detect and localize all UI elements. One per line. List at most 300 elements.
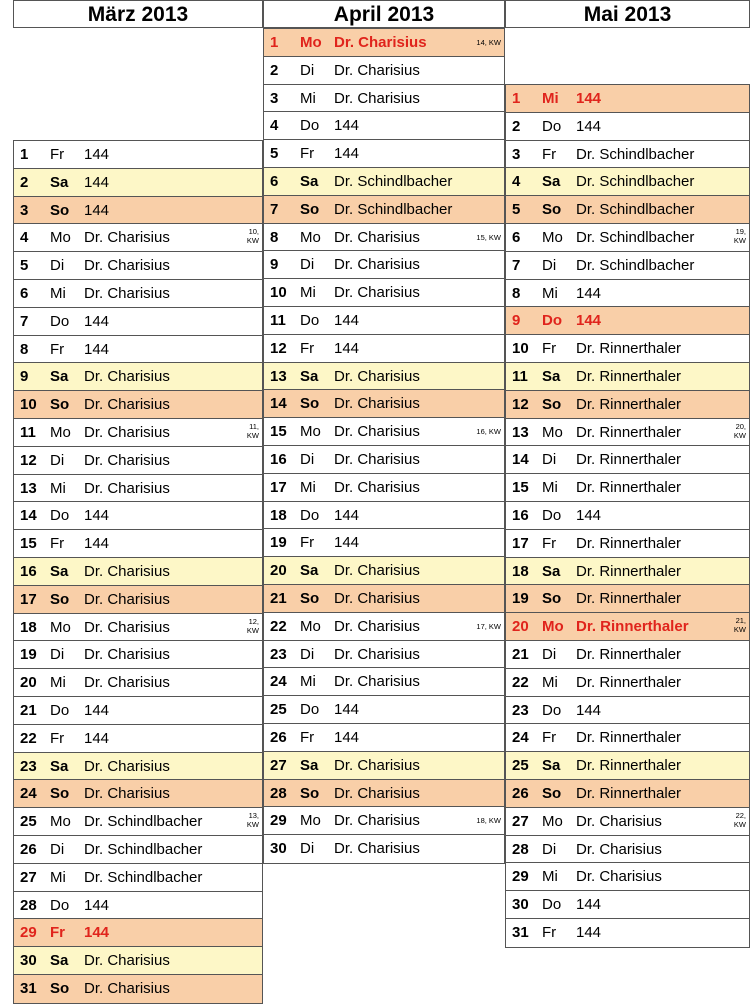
- header-maerz: März 2013: [13, 0, 263, 28]
- day-number: 25: [270, 701, 287, 719]
- day-number: 2: [270, 61, 279, 79]
- on-duty-name: Dr. Charisius: [84, 952, 170, 970]
- calendar-week-label: 16, KW: [476, 427, 501, 437]
- weekday: Mo: [300, 423, 321, 441]
- day-row: [264, 196, 504, 224]
- on-duty-name: Dr. Schindlbacher: [84, 813, 203, 831]
- day-number: 4: [20, 229, 29, 247]
- day-number: 9: [270, 256, 279, 274]
- day-row: [14, 947, 262, 975]
- weekday: Mi: [300, 89, 316, 107]
- on-duty-name: Dr. Rinnerthaler: [576, 367, 682, 385]
- weekday: Di: [300, 840, 315, 858]
- day-number: 30: [270, 840, 287, 858]
- day-row: [264, 168, 504, 196]
- on-duty-name: Dr. Charisius: [334, 562, 420, 580]
- header-mai: Mai 2013: [505, 0, 750, 28]
- day-row: [14, 308, 262, 336]
- on-duty-name: Dr. Charisius: [334, 89, 420, 107]
- on-duty-name: Dr. Charisius: [334, 284, 420, 302]
- weekday: Mi: [50, 479, 66, 497]
- weekday: Mi: [300, 478, 316, 496]
- day-number: 10: [270, 284, 287, 302]
- on-duty-name: Dr. Charisius: [84, 646, 170, 664]
- on-duty-name: Dr. Rinnerthaler: [576, 395, 682, 413]
- weekday: Mo: [542, 423, 563, 441]
- day-number: 16: [20, 562, 37, 580]
- weekday: Do: [50, 507, 70, 525]
- day-row: [264, 474, 504, 502]
- on-duty-name: 144: [576, 90, 602, 107]
- day-number: 4: [512, 173, 521, 191]
- day-number: 1: [270, 34, 279, 51]
- weekday: Mi: [300, 673, 316, 691]
- day-row: [506, 780, 749, 808]
- day-row: [14, 363, 262, 391]
- weekday: Do: [50, 312, 70, 330]
- on-duty-name: 144: [84, 340, 110, 358]
- day-number: 28: [512, 840, 529, 858]
- on-duty-name: Dr. Schindlbacher: [576, 228, 695, 246]
- day-number: 23: [20, 757, 37, 775]
- on-duty-name: Dr. Schindlbacher: [576, 145, 695, 163]
- weekday: Mo: [300, 228, 321, 246]
- weekday: Di: [50, 257, 65, 275]
- day-number: 24: [270, 673, 287, 691]
- day-row: [264, 613, 504, 641]
- on-duty-name: Dr. Charisius: [84, 618, 170, 636]
- weekday: Mo: [542, 228, 563, 246]
- on-duty-name: Dr. Charisius: [334, 367, 420, 385]
- day-row: [506, 168, 749, 196]
- weekday: Fr: [50, 146, 65, 163]
- day-number: 27: [20, 868, 37, 886]
- day-number: 3: [20, 201, 29, 219]
- weekday: Di: [542, 645, 557, 663]
- weekday: Do: [50, 896, 70, 914]
- day-number: 22: [270, 617, 287, 635]
- day-number: 20: [270, 562, 287, 580]
- on-duty-name: Dr. Rinnerthaler: [576, 479, 682, 497]
- day-row: [14, 475, 262, 503]
- weekday: Mo: [300, 617, 321, 635]
- day-row: [506, 808, 749, 836]
- on-duty-name: 144: [334, 145, 360, 163]
- on-duty-name: 144: [576, 506, 602, 524]
- weekday: So: [300, 589, 320, 607]
- day-row: [14, 669, 262, 697]
- day-row: [264, 112, 504, 140]
- on-duty-name: 144: [84, 701, 110, 719]
- day-row: [264, 585, 504, 613]
- weekday: Sa: [300, 172, 319, 190]
- day-number: 19: [20, 646, 37, 664]
- day-row: [14, 725, 262, 753]
- weekday: So: [50, 396, 70, 414]
- day-row: [264, 29, 504, 57]
- calendar-week-label: 21, KW: [733, 616, 746, 635]
- day-number: 31: [20, 979, 37, 997]
- day-number: 7: [270, 200, 279, 218]
- weekday: Di: [542, 256, 557, 274]
- weekday: Mi: [50, 284, 66, 302]
- day-row: [506, 585, 749, 613]
- day-row: [14, 919, 262, 947]
- on-duty-name: Dr. Charisius: [84, 368, 170, 386]
- day-row: [264, 390, 504, 418]
- day-row: [506, 224, 749, 252]
- weekday: Sa: [50, 368, 69, 386]
- weekday: Do: [542, 312, 562, 330]
- day-row: [264, 529, 504, 557]
- day-row: [264, 780, 504, 808]
- day-number: 1: [20, 146, 29, 163]
- on-duty-name: Dr. Charisius: [84, 423, 170, 441]
- day-number: 4: [270, 117, 279, 135]
- on-duty-name: Dr. Charisius: [334, 395, 420, 413]
- weekday: Mo: [300, 812, 321, 830]
- day-number: 5: [20, 257, 29, 275]
- day-number: 7: [20, 312, 29, 330]
- calendar-week-label: 17, KW: [476, 621, 501, 631]
- calendar-week-label: 19, KW: [733, 226, 746, 245]
- weekday: Fr: [300, 534, 315, 552]
- on-duty-name: Dr. Charisius: [84, 674, 170, 692]
- day-number: 13: [512, 423, 529, 441]
- day-number: 18: [20, 618, 37, 636]
- weekday: Sa: [50, 757, 69, 775]
- calendar-week-label: 12, KW: [246, 616, 259, 635]
- day-row: [14, 808, 262, 836]
- on-duty-name: Dr. Rinnerthaler: [576, 673, 682, 691]
- day-number: 20: [20, 674, 37, 692]
- day-number: 16: [270, 450, 287, 468]
- day-number: 18: [512, 562, 529, 580]
- on-duty-name: 144: [84, 507, 110, 525]
- day-row: [14, 391, 262, 419]
- weekday: Mi: [542, 673, 558, 691]
- weekday: So: [300, 200, 320, 218]
- day-number: 6: [270, 172, 279, 190]
- on-duty-name: 144: [576, 896, 602, 914]
- day-row: [14, 141, 262, 169]
- on-duty-name: Dr. Charisius: [84, 229, 170, 247]
- on-duty-name: Dr. Charisius: [84, 562, 170, 580]
- day-row: [506, 419, 749, 447]
- day-row: [506, 919, 749, 947]
- day-row: [14, 864, 262, 892]
- on-duty-name: Dr. Rinnerthaler: [576, 618, 689, 636]
- weekday: Do: [542, 896, 562, 914]
- day-number: 21: [20, 701, 37, 719]
- weekday: Fr: [542, 729, 557, 747]
- day-row: [14, 558, 262, 586]
- weekday: Mo: [50, 618, 71, 636]
- weekday: So: [50, 785, 70, 803]
- day-row: [506, 613, 749, 641]
- day-number: 19: [270, 534, 287, 552]
- weekday: So: [300, 784, 320, 802]
- calendar-week-label: 11, KW: [246, 421, 259, 440]
- on-duty-name: 144: [334, 339, 360, 357]
- day-number: 10: [20, 396, 37, 414]
- day-number: 30: [20, 952, 37, 970]
- day-row: [506, 196, 749, 224]
- calendar-week-label: 22, KW: [733, 810, 746, 829]
- on-duty-name: Dr. Charisius: [84, 757, 170, 775]
- on-duty-name: Dr. Charisius: [84, 479, 170, 497]
- on-duty-name: 144: [84, 146, 110, 163]
- on-duty-name: Dr. Rinnerthaler: [576, 340, 682, 358]
- day-row: [264, 807, 504, 835]
- day-number: 29: [20, 924, 37, 942]
- weekday: So: [542, 395, 562, 413]
- day-row: [14, 336, 262, 364]
- weekday: So: [50, 590, 70, 608]
- on-duty-name: 144: [84, 896, 110, 914]
- weekday: So: [542, 201, 562, 219]
- on-duty-name: Dr. Schindlbacher: [576, 201, 695, 219]
- day-number: 8: [270, 228, 279, 246]
- day-row: [506, 891, 749, 919]
- day-row: [506, 391, 749, 419]
- day-number: 3: [270, 89, 279, 107]
- weekday: Do: [300, 117, 320, 135]
- day-row: [264, 279, 504, 307]
- weekday: Sa: [300, 367, 319, 385]
- on-duty-name: Dr. Charisius: [334, 645, 420, 663]
- day-number: 9: [512, 312, 521, 330]
- on-duty-name: 144: [576, 284, 602, 302]
- weekday: Mi: [50, 868, 66, 886]
- weekday: Fr: [50, 535, 65, 553]
- day-number: 17: [20, 590, 37, 608]
- weekday: Mo: [50, 229, 71, 247]
- on-duty-name: Dr. Rinnerthaler: [576, 645, 682, 663]
- on-duty-name: Dr. Schindlbacher: [334, 200, 453, 218]
- day-number: 24: [512, 729, 529, 747]
- on-duty-name: 144: [576, 701, 602, 719]
- on-duty-name: Dr. Charisius: [334, 61, 420, 79]
- day-row: [14, 753, 262, 781]
- calendar-week-label: 20, KW: [733, 421, 746, 440]
- weekday: Mo: [542, 812, 563, 830]
- day-number: 6: [20, 284, 29, 302]
- day-number: 27: [270, 756, 287, 774]
- on-duty-name: 144: [84, 201, 110, 219]
- on-duty-name: Dr. Charisius: [576, 840, 662, 858]
- day-number: 2: [512, 117, 521, 135]
- weekday: Di: [300, 61, 315, 79]
- on-duty-name: Dr. Schindlbacher: [334, 172, 453, 190]
- weekday: Di: [50, 646, 65, 664]
- day-row: [506, 502, 749, 530]
- weekday: Sa: [542, 562, 561, 580]
- on-duty-name: 144: [84, 535, 110, 553]
- day-row: [506, 669, 749, 697]
- day-row: [506, 363, 749, 391]
- day-row: [264, 446, 504, 474]
- weekday: Do: [300, 701, 320, 719]
- day-row: [14, 530, 262, 558]
- on-duty-name: Dr. Charisius: [334, 784, 420, 802]
- day-number: 5: [270, 145, 279, 163]
- calendar-week-label: 13, KW: [246, 811, 259, 830]
- day-row: [14, 892, 262, 920]
- weekday: Di: [50, 840, 65, 858]
- day-number: 15: [512, 479, 529, 497]
- on-duty-name: Dr. Charisius: [576, 868, 662, 886]
- day-number: 1: [512, 90, 521, 107]
- day-row: [14, 975, 262, 1003]
- weekday: Fr: [50, 924, 65, 942]
- weekday: Sa: [542, 173, 561, 191]
- weekday: Fr: [542, 340, 557, 358]
- day-number: 5: [512, 201, 521, 219]
- on-duty-name: Dr. Charisius: [334, 589, 420, 607]
- day-row: [264, 363, 504, 391]
- weekday: So: [50, 201, 70, 219]
- on-duty-name: Dr. Rinnerthaler: [576, 562, 682, 580]
- day-number: 16: [512, 506, 529, 524]
- day-number: 25: [20, 813, 37, 831]
- day-row: [14, 252, 262, 280]
- day-row: [264, 57, 504, 85]
- weekday: Fr: [300, 145, 315, 163]
- on-duty-name: 144: [334, 506, 360, 524]
- weekday: Di: [50, 451, 65, 469]
- on-duty-name: 144: [334, 534, 360, 552]
- day-number: 12: [270, 339, 287, 357]
- weekday: Fr: [542, 923, 557, 941]
- day-number: 11: [512, 367, 528, 385]
- day-row: [506, 836, 749, 864]
- weekday: Mi: [542, 479, 558, 497]
- weekday: Do: [542, 506, 562, 524]
- day-row: [506, 474, 749, 502]
- day-number: 27: [512, 812, 529, 830]
- on-duty-name: Dr. Charisius: [334, 228, 420, 246]
- day-row: [506, 697, 749, 725]
- on-duty-name: Dr. Charisius: [334, 478, 420, 496]
- weekday: Fr: [542, 145, 557, 163]
- weekday: Sa: [50, 173, 69, 191]
- day-number: 29: [512, 868, 529, 886]
- day-number: 11: [270, 311, 286, 329]
- weekday: Sa: [542, 367, 561, 385]
- on-duty-name: Dr. Charisius: [84, 979, 170, 997]
- day-row: [14, 586, 262, 614]
- day-number: 23: [512, 701, 529, 719]
- weekday: Fr: [50, 340, 65, 358]
- weekday: Mi: [50, 674, 66, 692]
- day-row: [264, 307, 504, 335]
- day-row: [264, 835, 504, 863]
- on-duty-name: Dr. Rinnerthaler: [576, 451, 682, 469]
- on-duty-name: Dr. Rinnerthaler: [576, 423, 682, 441]
- day-row: [506, 641, 749, 669]
- day-number: 21: [512, 645, 529, 663]
- day-number: 15: [270, 423, 287, 441]
- calendar-week-label: 10, KW: [246, 227, 259, 246]
- weekday: So: [50, 979, 70, 997]
- day-row: [506, 252, 749, 280]
- day-number: 31: [512, 923, 529, 941]
- on-duty-name: Dr. Schindlbacher: [576, 256, 695, 274]
- day-number: 2: [20, 173, 29, 191]
- day-number: 26: [270, 728, 287, 746]
- on-duty-name: Dr. Charisius: [84, 451, 170, 469]
- day-number: 12: [512, 395, 529, 413]
- on-duty-name: Dr. Charisius: [334, 756, 420, 774]
- day-row: [506, 307, 749, 335]
- weekday: Mo: [50, 423, 71, 441]
- on-duty-name: Dr. Charisius: [576, 812, 662, 830]
- day-number: 10: [512, 340, 529, 358]
- day-row: [14, 169, 262, 197]
- day-row: [14, 447, 262, 475]
- calendar-week-label: 14, KW: [476, 38, 501, 47]
- on-duty-name: 144: [84, 924, 110, 942]
- day-number: 7: [512, 256, 521, 274]
- day-row: [264, 140, 504, 168]
- day-number: 6: [512, 228, 521, 246]
- day-number: 17: [512, 534, 529, 552]
- day-row: [264, 752, 504, 780]
- on-duty-name: Dr. Charisius: [334, 840, 420, 858]
- day-number: 20: [512, 618, 529, 636]
- month-column-april: [263, 28, 505, 864]
- on-duty-name: Dr. Charisius: [334, 423, 420, 441]
- header-april: April 2013: [263, 0, 505, 28]
- weekday: Mi: [542, 284, 558, 302]
- day-number: 11: [20, 423, 36, 441]
- day-row: [506, 724, 749, 752]
- day-number: 22: [20, 729, 37, 747]
- on-duty-name: Dr. Rinnerthaler: [576, 729, 682, 747]
- weekday: Sa: [542, 757, 561, 775]
- day-row: [14, 419, 262, 447]
- day-number: 26: [512, 784, 529, 802]
- day-row: [264, 85, 504, 113]
- day-row: [14, 780, 262, 808]
- day-number: 14: [512, 451, 529, 469]
- day-number: 13: [270, 367, 287, 385]
- day-row: [264, 724, 504, 752]
- day-number: 23: [270, 645, 287, 663]
- day-row: [14, 614, 262, 642]
- day-number: 18: [270, 506, 287, 524]
- on-duty-name: Dr. Charisius: [334, 673, 420, 691]
- on-duty-name: 144: [84, 312, 110, 330]
- day-row: [14, 224, 262, 252]
- weekday: Fr: [542, 534, 557, 552]
- day-row: [14, 502, 262, 530]
- weekday: Do: [50, 701, 70, 719]
- on-duty-name: Dr. Charisius: [84, 284, 170, 302]
- on-duty-name: Dr. Rinnerthaler: [576, 784, 682, 802]
- on-duty-name: 144: [334, 117, 360, 135]
- day-row: [264, 696, 504, 724]
- weekday: Fr: [300, 339, 315, 357]
- weekday: Di: [542, 840, 557, 858]
- day-row: [264, 251, 504, 279]
- weekday: Mo: [300, 34, 322, 51]
- day-row: [264, 557, 504, 585]
- weekday: Mi: [542, 90, 559, 107]
- day-row: [14, 697, 262, 725]
- month-column-mai: [505, 84, 750, 948]
